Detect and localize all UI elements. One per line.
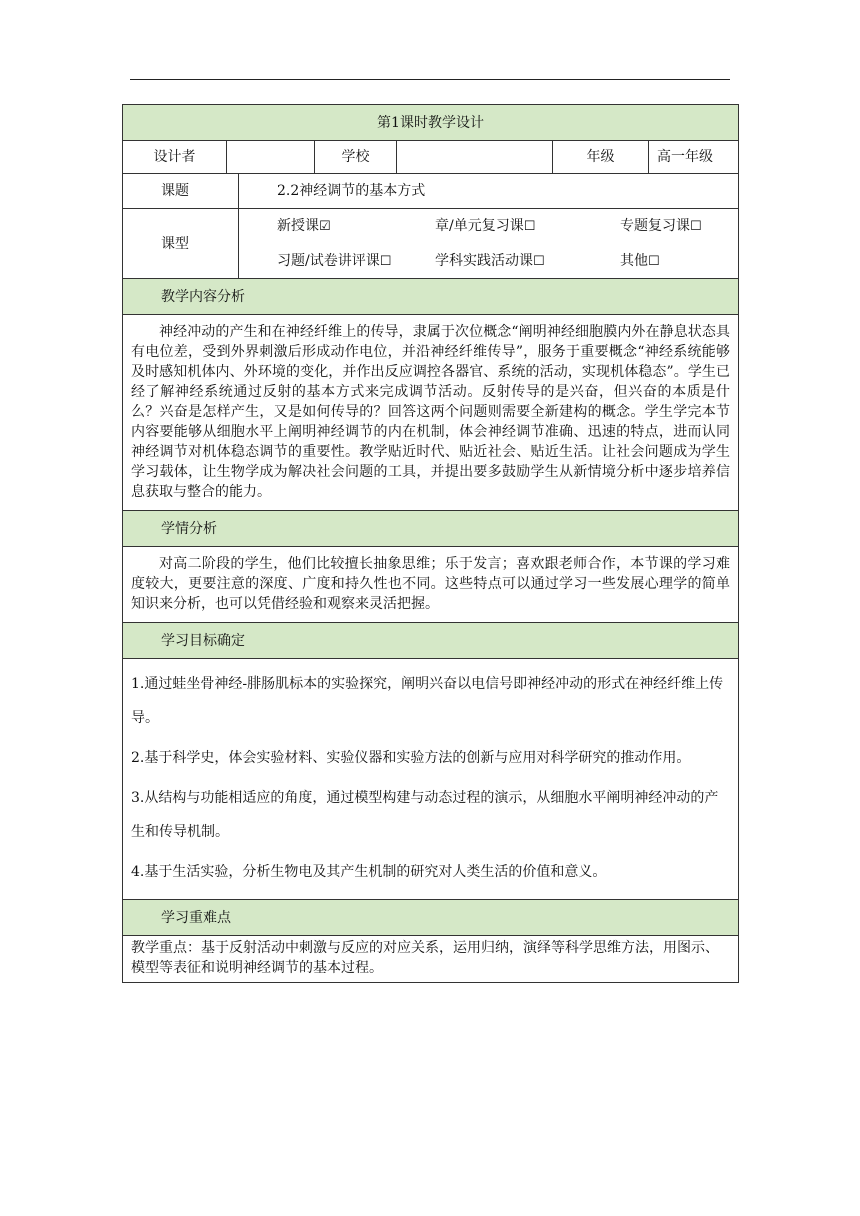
content-analysis-text: 神经冲动的产生和在神经纤维上的传导，隶属于次位概念“阐明神经细胞膜内外在静息状态具有电位差，受到外界刺激后形成动作电位，并沿神经纤维传导”，服务于重要概念“神经系统能够及时感知机体内、外环境的变化，并作出反应调控各器官、系统的活动，实现机体稳态”。学生已经了解神经系统通过反射的基本方式来完成调节活动。反射传导的是兴奋，但兴奋的本质是什么？兴奋是怎样产生，又是如何传导的？回答这两个问题则需要全新建构的概念。学生学完本节内容要能够从细胞水平上阐明神经调节的内在机制，体会神经调节准确、迅速的特点，进而认同神经调节对机体稳态调节的重要性。教学贴近时代、贴近社会、贴近生活。让社会问题成为学生学习载体，让生物学成为解决社会问题的工具，并提出要多鼓励学生从新情境分析中逐步培养信息获取与整合的能力。 xyxy=(123,315,739,511)
learning-goal-item: 1.通过蛙坐骨神经-腓肠肌标本的实验探究，阐明兴奋以电信号即神经冲动的形式在神经纤维上传导。 xyxy=(131,676,724,726)
lesson-type-label: 课型 xyxy=(123,209,239,279)
checkbox-icon: ☐ xyxy=(648,253,660,269)
learning-goals-list xyxy=(123,659,739,900)
lesson-type-option: 学科实践活动课☐ xyxy=(435,252,545,269)
lesson-design-table xyxy=(122,104,739,983)
content-analysis-heading: 教学内容分析 xyxy=(123,279,739,315)
checkbox-icon: ☐ xyxy=(379,253,392,269)
designer-label: 设计者 xyxy=(123,141,227,174)
school-label: 学校 xyxy=(315,141,397,174)
checkbox-icon: ☐ xyxy=(533,253,545,269)
learner-analysis-heading: 学情分析 xyxy=(123,511,739,547)
key-points-text: 教学重点：基于反射活动中刺激与反应的对应关系，运用归纳，演绎等科学思维方法，用图示、模型等表征和说明神经调节的基本过程。 xyxy=(123,936,739,983)
designer-value xyxy=(227,141,315,174)
lesson-type-option: 其他☐ xyxy=(620,252,660,269)
checkbox-icon: ☐ xyxy=(690,218,702,234)
lesson-type-options xyxy=(239,209,739,279)
learning-goal-item: 2.基于科学史，体会实验材料、实验仪器和实验方法的创新与应用对科学研究的推动作用。 xyxy=(131,750,691,766)
grade-label: 年级 xyxy=(553,141,649,174)
checkbox-icon: ☐ xyxy=(523,218,536,234)
lesson-type-option: 专题复习课☐ xyxy=(620,217,702,234)
topic-value: 2.2神经调节的基本方式 xyxy=(239,174,739,209)
school-value xyxy=(397,141,553,174)
table-title: 第1课时教学设计 xyxy=(123,105,739,141)
learning-goal-item: 4.基于生活实验，分析生物电及其产生机制的研究对人类生活的价值和意义。 xyxy=(131,864,607,880)
learning-goals-heading: 学习目标确定 xyxy=(123,623,739,659)
header-rule xyxy=(130,79,730,80)
key-points-heading: 学习重难点 xyxy=(123,900,739,936)
lesson-type-option: 习题/试卷讲评课☐ xyxy=(277,252,392,269)
lesson-type-option: 章/单元复习课☐ xyxy=(435,217,536,234)
learner-analysis-text: 对高二阶段的学生，他们比较擅长抽象思维；乐于发言；喜欢跟老师合作，本节课的学习难度较大，更要注意的深度、广度和持久性也不同。这些特点可以通过学习一些发展心理学的简单知识来分析，也可以凭借经验和观察来灵活把握。 xyxy=(123,547,739,623)
lesson-type-option: 新授课☑ xyxy=(277,217,331,234)
grade-value: 高一年级 xyxy=(649,141,739,174)
topic-label: 课题 xyxy=(123,174,239,209)
learning-goal-item: 3.从结构与功能相适应的角度，通过模型构建与动态过程的演示，从细胞水平阐明神经冲动的产生和传导机制。 xyxy=(131,790,719,840)
checkbox-checked-icon: ☑ xyxy=(319,218,331,234)
